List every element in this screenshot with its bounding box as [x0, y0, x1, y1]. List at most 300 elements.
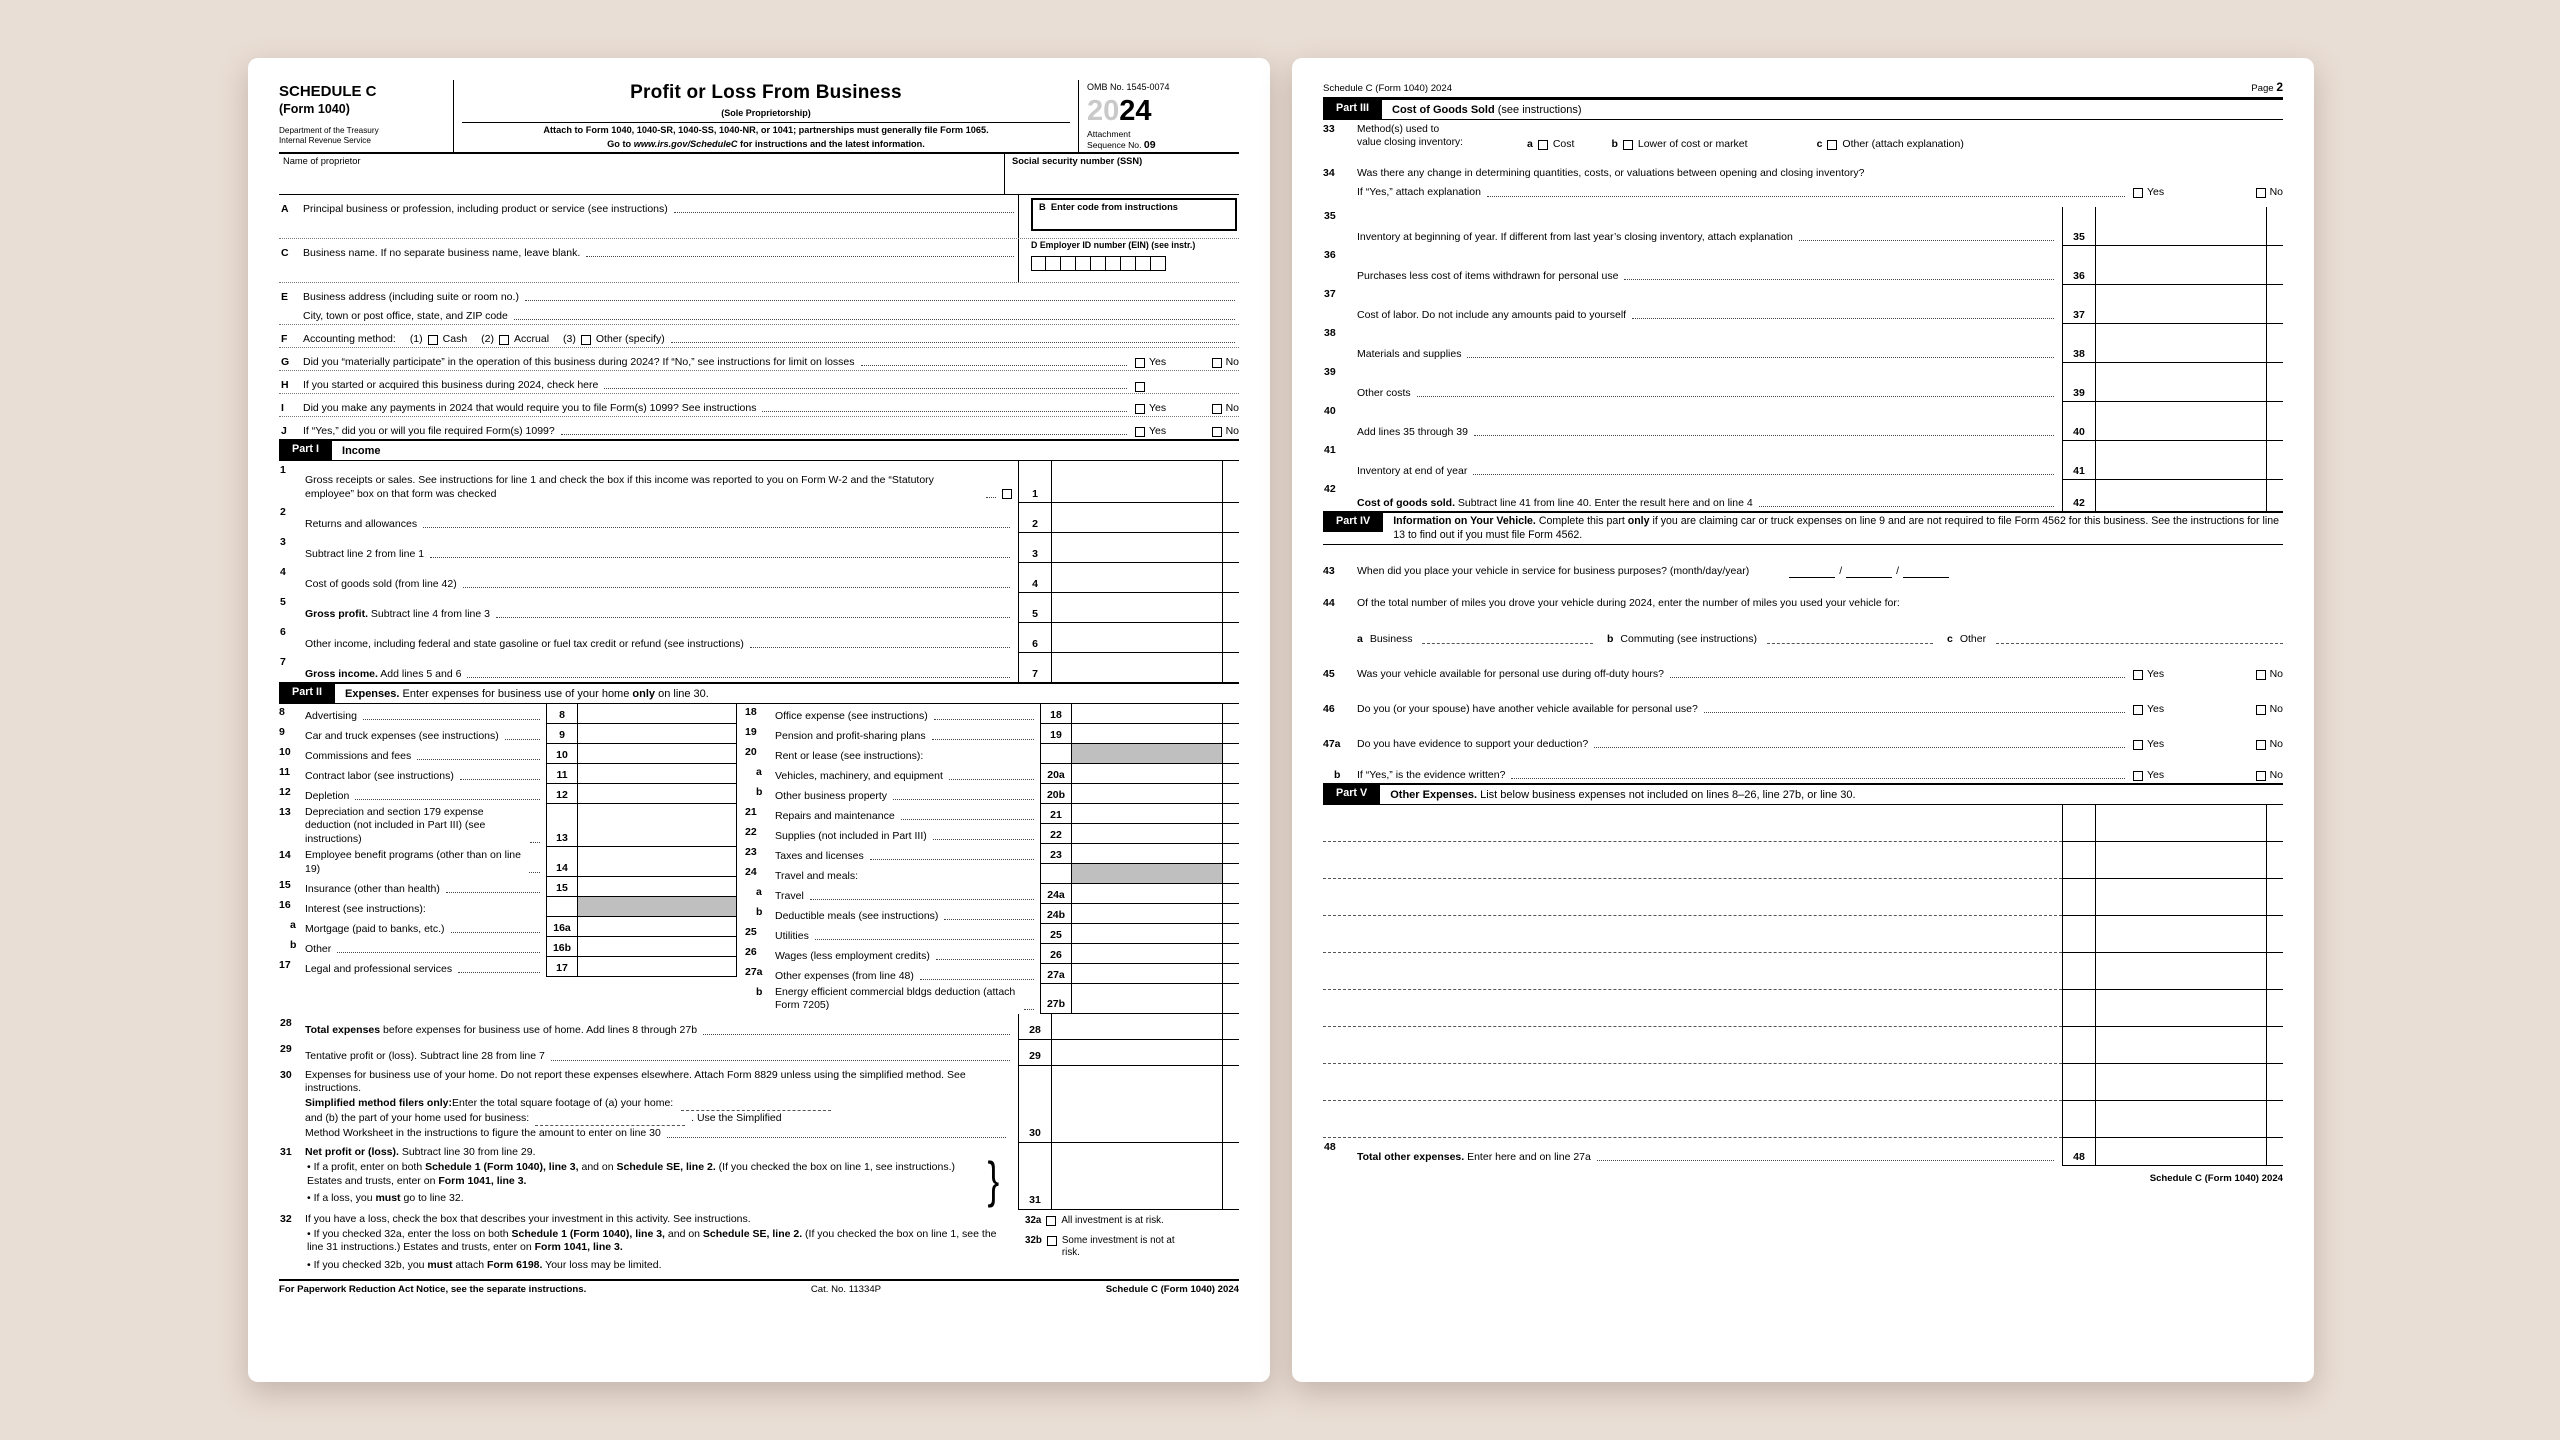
all-at-risk-option [1025, 1215, 1239, 1227]
dot-leader [762, 411, 1127, 412]
dot-leader [1024, 1009, 1034, 1010]
no-checkbox[interactable] [2256, 188, 2266, 198]
amount-entry[interactable] [578, 784, 737, 804]
expense-description-entry[interactable] [1323, 879, 2062, 916]
catalog-number: Cat. No. 11334P [810, 1284, 882, 1296]
amount-entry[interactable] [1052, 653, 1222, 683]
other-expense-row [1323, 805, 2283, 842]
cents-entry[interactable] [1222, 984, 1239, 1014]
cents-entry[interactable] [1222, 1143, 1239, 1210]
cents-entry[interactable] [2266, 441, 2283, 480]
cents-entry[interactable] [2266, 990, 2283, 1027]
line-text: Mortgage (paid to banks, etc.) [305, 922, 445, 935]
cents-entry[interactable] [1222, 904, 1239, 924]
cents-entry[interactable] [1222, 623, 1239, 653]
cents-entry[interactable] [2266, 1027, 2283, 1064]
line-number: 21 [745, 806, 757, 819]
part1-tag: Part I [279, 441, 332, 460]
cents-entry[interactable] [1222, 804, 1239, 824]
no-checkbox[interactable] [2256, 670, 2266, 680]
line-text: Other expenses (from line 48) [775, 969, 914, 982]
ein-box[interactable] [1121, 256, 1136, 271]
line-text: Vehicles, machinery, and equipment [775, 769, 943, 782]
cents-entry[interactable] [1222, 533, 1239, 563]
omb-block [1079, 80, 1239, 152]
cents-entry[interactable] [2266, 1064, 2283, 1101]
line-text: Taxes and licenses [775, 849, 864, 862]
dot-leader [337, 952, 540, 953]
dot-leader [934, 719, 1034, 720]
line-number: 8 [279, 706, 285, 719]
line-text: Total expenses before expenses for business use of home. Add lines 8 through 27b [305, 1024, 698, 1037]
line-f-letter: F [281, 332, 288, 345]
cents-entry[interactable] [1222, 724, 1239, 744]
expenses-right-column [745, 704, 1239, 1014]
amount-entry[interactable] [2096, 1138, 2266, 1166]
amount-entry[interactable] [2096, 480, 2266, 512]
some-not-at-risk-option [1025, 1235, 1239, 1259]
line-ref-box: 9 [546, 724, 578, 744]
home-sqft-entry[interactable] [681, 1099, 831, 1111]
expense-description-entry[interactable] [1323, 916, 2062, 953]
line-47b-text: If “Yes,” is the evidence written? [1357, 768, 1506, 781]
line-ref-box: 11 [546, 764, 578, 784]
amount-entry[interactable] [2096, 990, 2266, 1027]
all-at-risk-checkbox[interactable] [1046, 1216, 1056, 1226]
cents-entry[interactable] [1222, 824, 1239, 844]
address-entry-line[interactable] [525, 300, 1235, 301]
amount-entry[interactable] [578, 937, 737, 957]
line-number: 14 [279, 849, 291, 862]
amount-entry[interactable] [578, 704, 737, 724]
other-miles-entry[interactable] [1996, 632, 2283, 644]
dot-leader [1467, 357, 2054, 358]
cents-entry[interactable] [2266, 324, 2283, 363]
line-ref-box: 24a [1040, 884, 1072, 904]
yes-checkbox[interactable] [1135, 404, 1145, 414]
expense-row [279, 724, 737, 744]
amount-entry[interactable] [2096, 441, 2266, 480]
line-text: Gross receipts or sales. See instructions for line 1 and check the box if this income was reported to you on Form W-2 and the “Statutory employee” box on that form was checked [305, 474, 934, 500]
expense-row [279, 937, 737, 957]
line-44-text: Of the total number of miles you drove your vehicle during 2024, enter the number of miles you used your vehicle for: [1357, 596, 1900, 609]
proprietor-name-label: Name of proprietor [283, 156, 361, 167]
part3-bar [1323, 98, 2283, 120]
city-entry-line[interactable] [514, 319, 1235, 320]
day-entry[interactable] [1846, 566, 1892, 578]
cents-entry[interactable] [1222, 1040, 1239, 1066]
other-expense-row [1323, 990, 2283, 1027]
line-ref-box: 8 [546, 704, 578, 724]
other-method-label: Other (attach explanation) [1842, 138, 1964, 151]
shaded-cell [578, 897, 737, 917]
dot-leader [463, 587, 1010, 588]
brace-glyph: } [987, 1151, 1000, 1208]
amount-entry[interactable] [1052, 461, 1222, 503]
cents-entry[interactable] [1222, 704, 1239, 724]
line-text: Tentative profit or (loss). Subtract line 28 from line 7 [305, 1050, 545, 1063]
other-expense-row [1323, 953, 2283, 990]
expense-row [279, 957, 737, 977]
line-text: Add lines 35 through 39 [1357, 425, 1468, 438]
amount-entry[interactable] [1052, 503, 1222, 533]
amount-entry[interactable] [1052, 1014, 1222, 1040]
dot-leader [1624, 279, 2054, 280]
amount-entry[interactable] [578, 957, 737, 977]
dot-leader [1487, 196, 2125, 197]
line-number: b [756, 906, 763, 919]
ein-box[interactable] [1091, 256, 1106, 271]
cents-entry[interactable] [2266, 363, 2283, 402]
dot-leader [870, 859, 1034, 860]
yes-checkbox[interactable] [2133, 670, 2143, 680]
cents-entry[interactable] [2266, 402, 2283, 441]
income-line-6 [279, 623, 1239, 653]
dot-leader [530, 842, 540, 843]
dot-leader [446, 892, 540, 893]
cents-entry[interactable] [2266, 1138, 2283, 1166]
line-number: 3 [280, 536, 286, 549]
line-ref-box: 23 [1040, 844, 1072, 864]
amount-entry[interactable] [2096, 363, 2266, 402]
no-checkbox[interactable] [1212, 404, 1222, 414]
amount-entry[interactable] [1072, 924, 1222, 944]
statutory-employee-checkbox[interactable] [1002, 489, 1012, 499]
line-33-text: Method(s) used to value closing inventory: [1357, 124, 1463, 149]
amount-entry[interactable] [1072, 964, 1222, 984]
amount-entry[interactable] [1072, 704, 1222, 724]
line-text: Contract labor (see instructions) [305, 769, 454, 782]
amount-entry[interactable] [2096, 207, 2266, 246]
cogs-line-42 [1323, 480, 2283, 512]
no-checkbox[interactable] [2256, 771, 2266, 781]
cents-entry[interactable] [2266, 953, 2283, 990]
paperwork-notice: For Paperwork Reduction Act Notice, see the separate instructions. [279, 1284, 587, 1296]
yes-label: Yes [2147, 737, 2165, 750]
ein-box[interactable] [1136, 256, 1151, 271]
cost-checkbox[interactable] [1538, 140, 1548, 150]
amount-entry[interactable] [1052, 593, 1222, 623]
ein-box[interactable] [1061, 256, 1076, 271]
amount-entry[interactable] [1052, 1143, 1222, 1210]
year-suffix: 24 [1119, 94, 1152, 127]
business-code-box[interactable] [1031, 198, 1237, 231]
name-ssn-row [279, 154, 1239, 195]
amount-entry[interactable] [578, 847, 737, 877]
expense-row [745, 884, 1239, 904]
cash-checkbox[interactable] [428, 335, 438, 345]
cogs-line-37 [1323, 285, 2283, 324]
cents-entry[interactable] [1222, 503, 1239, 533]
line-text: Rent or lease (see instructions): [775, 749, 924, 762]
line-c-letter: C [281, 246, 289, 259]
cents-entry[interactable] [1222, 1014, 1239, 1040]
dot-leader [551, 1060, 1010, 1061]
other-expense-row [1323, 1064, 2283, 1101]
amount-entry[interactable] [578, 877, 737, 897]
other-expense-row [1323, 916, 2283, 953]
simplified-method-label: Simplified method filers only: [305, 1097, 453, 1110]
dot-leader [1670, 677, 2125, 678]
line-number: 32 [280, 1212, 292, 1225]
cents-entry[interactable] [1222, 764, 1239, 784]
year-entry[interactable] [1903, 566, 1949, 578]
no-label: No [2269, 702, 2283, 715]
expense-row [279, 847, 737, 877]
expense-row [279, 897, 737, 917]
cents-entry[interactable] [1222, 944, 1239, 964]
amount-entry[interactable] [1052, 1066, 1222, 1143]
other-method-checkbox[interactable] [581, 335, 591, 345]
line-number: 31 [280, 1145, 292, 1158]
line-text: Cost of labor. Do not include any amounts paid to yourself [1357, 308, 1627, 321]
amount-entry[interactable] [578, 804, 737, 847]
dot-leader [667, 1137, 1006, 1138]
line-number: 39 [1324, 366, 1336, 379]
form-footer-id: Schedule C (Form 1040) 2024 [2149, 1173, 2283, 1185]
amount-entry[interactable] [1072, 884, 1222, 904]
dot-leader [932, 739, 1034, 740]
cents-entry[interactable] [1222, 784, 1239, 804]
business-miles-entry[interactable] [1422, 632, 1593, 644]
cents-entry[interactable] [2266, 879, 2283, 916]
yes-label: Yes [1149, 355, 1167, 368]
cents-entry[interactable] [1222, 964, 1239, 984]
business-miles-label: Business [1369, 632, 1413, 645]
page2-footer [1323, 1173, 2283, 1185]
line-number: 34 [1323, 167, 1335, 180]
line-number: 23 [745, 846, 757, 859]
page-number: Page 2 [2251, 80, 2283, 94]
amount-entry[interactable] [578, 744, 737, 764]
date-separator: / [1896, 564, 1900, 577]
cents-entry[interactable] [1222, 653, 1239, 683]
part5-title: Other Expenses. List below business expenses not included on lines 8–26, line 27b, or line 30. [1390, 788, 1856, 801]
cents-entry[interactable] [2266, 246, 2283, 285]
line-32 [279, 1210, 1239, 1277]
expense-description-entry[interactable] [1323, 953, 2062, 990]
cents-entry[interactable] [2266, 805, 2283, 842]
line-text: Utilities [775, 929, 809, 942]
no-label: No [1225, 424, 1239, 437]
amount-entry[interactable] [1072, 904, 1222, 924]
line-text: Interest (see instructions): [305, 902, 426, 915]
cogs-line-36 [1323, 246, 2283, 285]
accrual-checkbox[interactable] [499, 335, 509, 345]
expense-row [745, 904, 1239, 924]
line-number: 35 [1324, 210, 1336, 223]
spacer-cell [2062, 805, 2096, 842]
cents-entry[interactable] [2266, 207, 2283, 246]
cents-entry[interactable] [2266, 285, 2283, 324]
amount-entry[interactable] [2096, 246, 2266, 285]
line-44 [1323, 580, 2283, 612]
ein-box[interactable] [1151, 256, 1166, 271]
lower-cost-market-checkbox[interactable] [1623, 140, 1633, 150]
line-text: Energy efficient commercial bldgs deduction (attach Form 7205) [775, 986, 1016, 1012]
expense-description-entry[interactable] [1323, 1101, 2062, 1138]
cents-entry[interactable] [2266, 1101, 2283, 1138]
dot-leader [815, 939, 1034, 940]
yes-checkbox[interactable] [2133, 705, 2143, 715]
line-32-text: If you have a loss, check the box that describes your investment in this activity. See instructions. [305, 1212, 751, 1225]
business-sqft-entry[interactable] [535, 1114, 685, 1126]
other-method-checkbox[interactable] [1827, 140, 1837, 150]
amount-entry[interactable] [1052, 623, 1222, 653]
amount-entry[interactable] [2096, 324, 2266, 363]
expense-description-entry[interactable] [1323, 1027, 2062, 1064]
line-43 [1323, 545, 2283, 580]
yes-label: Yes [1149, 424, 1167, 437]
line-number: a [756, 886, 762, 899]
line-text: Advertising [305, 709, 357, 722]
expense-row [745, 704, 1239, 724]
line-number: 38 [1324, 327, 1336, 340]
cents-entry[interactable] [1222, 884, 1239, 904]
no-label: No [2269, 186, 2283, 199]
yes-checkbox[interactable] [2133, 771, 2143, 781]
amount-entry[interactable] [1052, 533, 1222, 563]
ein-box[interactable] [1046, 256, 1061, 271]
line-number: 6 [280, 626, 286, 639]
form-number: (Form 1040) [279, 102, 350, 117]
line-30-text: Expenses for business use of your home. Do not report these expenses elsewhere. Attach Form 8829 unless using the simplified method. See instructions. [305, 1068, 966, 1095]
amount-entry[interactable] [578, 724, 737, 744]
line-number: 18 [745, 706, 757, 719]
irs-url[interactable]: www.irs.gov/ScheduleC [633, 138, 738, 149]
expense-description-entry[interactable] [1323, 805, 2062, 842]
line-text: Supplies (not included in Part III) [775, 829, 927, 842]
dot-leader [1632, 318, 2054, 319]
dot-leader [810, 899, 1034, 900]
expense-description-entry[interactable] [1323, 1064, 2062, 1101]
amount-entry[interactable] [2096, 1101, 2266, 1138]
department-line: Department of the Treasury [279, 126, 379, 136]
other-expense-row [1323, 1027, 2283, 1064]
part3-title: Cost of Goods Sold (see instructions) [1392, 103, 1582, 116]
commuting-miles-entry[interactable] [1767, 632, 1933, 644]
month-entry[interactable] [1789, 566, 1835, 578]
amount-entry[interactable] [1072, 984, 1222, 1014]
amount-entry[interactable] [2096, 1064, 2266, 1101]
amount-entry[interactable] [2096, 285, 2266, 324]
yes-label: Yes [2147, 768, 2165, 781]
amount-entry[interactable] [1072, 784, 1222, 804]
cents-entry[interactable] [1222, 461, 1239, 503]
amount-entry[interactable] [2096, 402, 2266, 441]
yes-checkbox[interactable] [1135, 427, 1145, 437]
yes-checkbox[interactable] [1135, 358, 1145, 368]
irs-line: Internal Revenue Service [279, 136, 371, 146]
cents-entry[interactable] [2266, 842, 2283, 879]
shaded-cell [1072, 744, 1222, 764]
amount-entry[interactable] [2096, 953, 2266, 990]
line-ref-box: 36 [2062, 246, 2096, 285]
amount-entry[interactable] [2096, 1027, 2266, 1064]
expense-description-entry[interactable] [1323, 842, 2062, 879]
check-here-checkbox[interactable] [1135, 382, 1145, 392]
no-checkbox[interactable] [1212, 358, 1222, 368]
shaded-cell [1072, 864, 1222, 884]
line-32a-bullet: • If you checked 32a, enter the loss on both Schedule 1 (Form 1040), line 3, and on Schedule SE, line 2. (If you checked the box on line 1, see the line 31 instructions.) Estates and trusts, enter on Form 1041, line 3. [307, 1227, 997, 1254]
amount-entry[interactable] [2096, 916, 2266, 953]
spacer-cell [2062, 990, 2096, 1027]
ein-box[interactable] [1076, 256, 1091, 271]
line-c[interactable] [279, 239, 1018, 282]
line-30-worksheet-text: Method Worksheet in the instructions to figure the amount to enter on line 30 [305, 1127, 661, 1140]
amount-entry[interactable] [578, 764, 737, 784]
dot-leader [1473, 474, 2054, 475]
line-number: 42 [1324, 483, 1336, 496]
line-ref-box: 10 [546, 744, 578, 764]
line-47b [1323, 753, 2283, 784]
line-a[interactable] [279, 195, 1018, 238]
line-ref-box: 27b [1040, 984, 1072, 1014]
amount-entry[interactable] [1072, 944, 1222, 964]
code-box-area [1018, 195, 1239, 238]
no-checkbox[interactable] [2256, 740, 2266, 750]
line-ref-box: 7 [1018, 653, 1052, 683]
amount-entry[interactable] [1072, 824, 1222, 844]
amount-entry[interactable] [1072, 724, 1222, 744]
line-text: Total other expenses. Enter here and on line 27a [1357, 1150, 1591, 1163]
cents-entry[interactable] [1222, 844, 1239, 864]
expense-row [279, 744, 737, 764]
proprietor-name-field[interactable] [279, 154, 1004, 194]
yes-checkbox[interactable] [2133, 188, 2143, 198]
no-checkbox[interactable] [1212, 427, 1222, 437]
line-ref-box: 35 [2062, 207, 2096, 246]
cents-entry[interactable] [1222, 1066, 1239, 1143]
line-number: 22 [745, 826, 757, 839]
cents-entry[interactable] [2266, 480, 2283, 512]
sequence-number: Sequence No. 09 [1087, 138, 1156, 151]
cents-entry[interactable] [2266, 916, 2283, 953]
expense-description-entry[interactable] [1323, 990, 2062, 1027]
amount-entry[interactable] [1072, 804, 1222, 824]
no-checkbox[interactable] [2256, 705, 2266, 715]
amount-entry[interactable] [578, 917, 737, 937]
amount-entry[interactable] [1052, 1040, 1222, 1066]
line-ref-box: 1 [1018, 461, 1052, 503]
amount-entry[interactable] [2096, 842, 2266, 879]
amount-entry[interactable] [1072, 764, 1222, 784]
amount-entry[interactable] [1052, 563, 1222, 593]
line-ref-box: 17 [546, 957, 578, 977]
ssn-field[interactable] [1004, 154, 1239, 194]
line-ref-box: 14 [546, 847, 578, 877]
dot-leader [750, 647, 1010, 648]
line-h-letter: H [281, 378, 289, 391]
some-not-at-risk-checkbox[interactable] [1047, 1236, 1057, 1246]
line-32b-number: 32b [1025, 1235, 1042, 1247]
line-e-letter: E [281, 290, 289, 303]
amount-entry[interactable] [2096, 805, 2266, 842]
schedule-name: SCHEDULE C [279, 83, 377, 100]
cogs-line-38 [1323, 324, 2283, 363]
amount-entry[interactable] [1072, 844, 1222, 864]
no-label: No [2269, 737, 2283, 750]
ein-box[interactable] [1031, 256, 1046, 271]
cents-entry[interactable] [1222, 593, 1239, 623]
cents-entry[interactable] [1222, 924, 1239, 944]
amount-entry[interactable] [2096, 879, 2266, 916]
dot-leader [671, 342, 1235, 343]
cents-entry[interactable] [1222, 563, 1239, 593]
income-line-2 [279, 503, 1239, 533]
ein-box[interactable] [1106, 256, 1121, 271]
yes-checkbox[interactable] [2133, 740, 2143, 750]
